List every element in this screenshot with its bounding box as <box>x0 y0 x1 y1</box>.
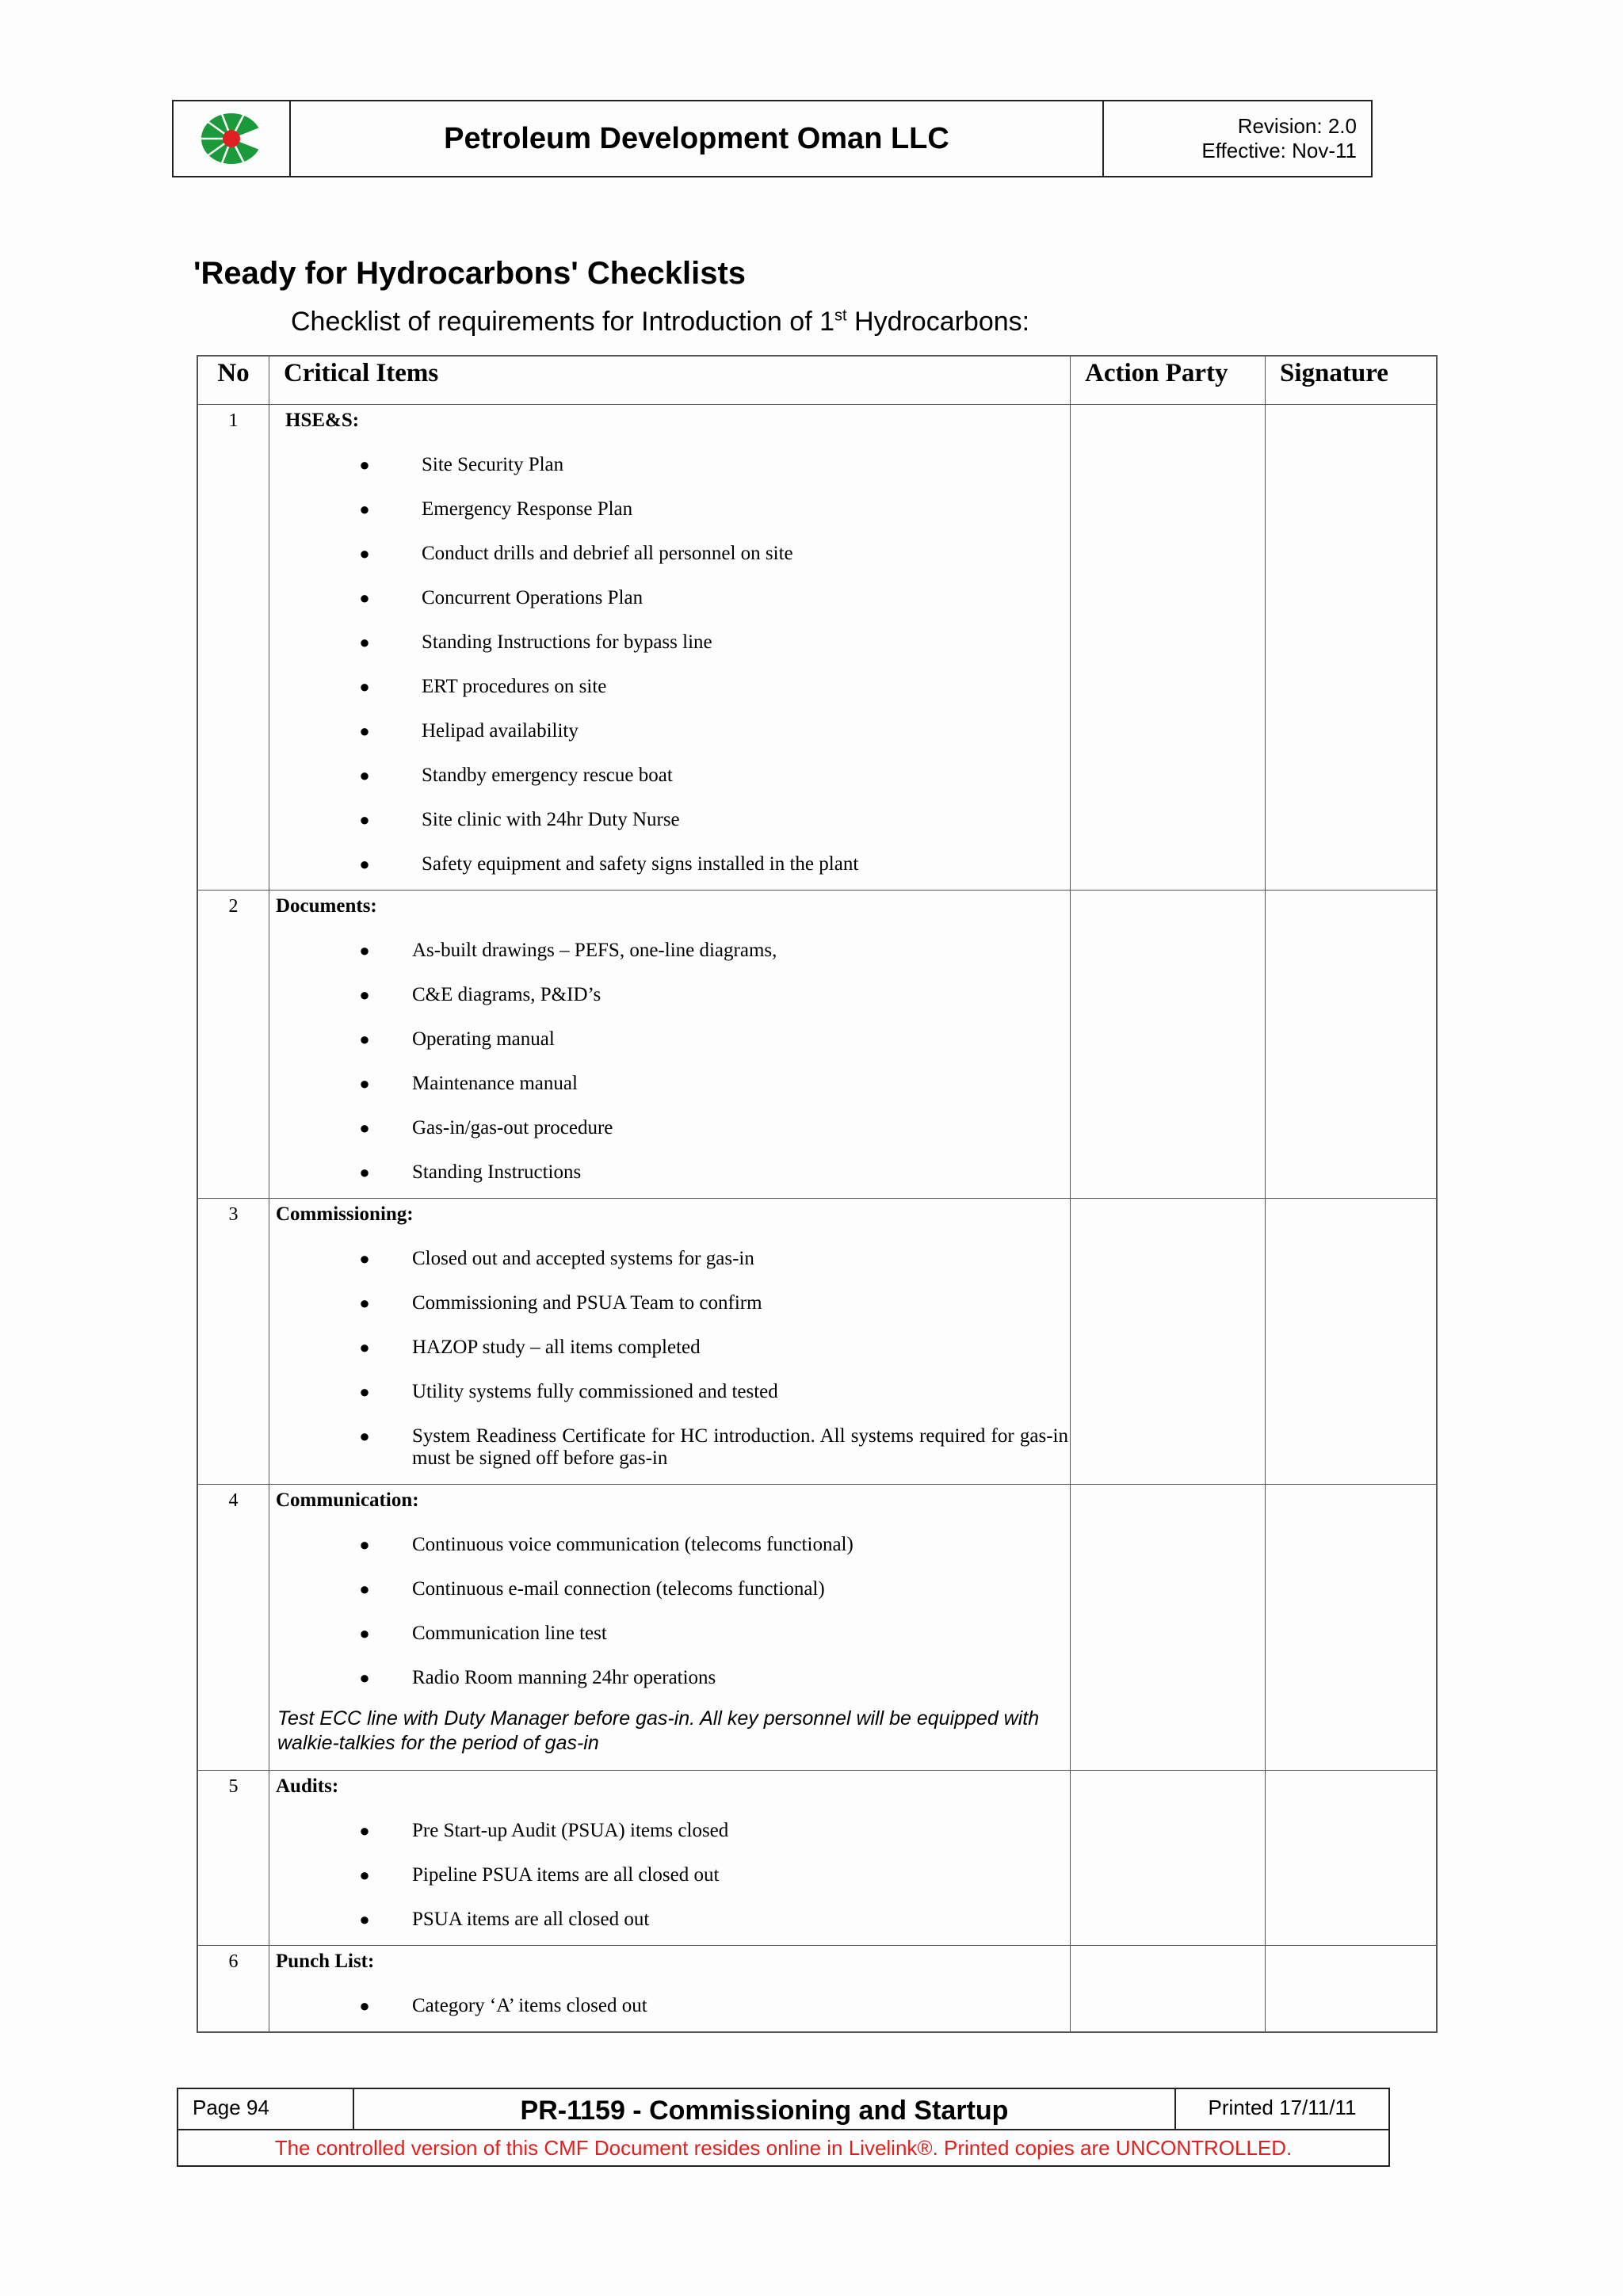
header-action-party: Action Party <box>1071 357 1266 404</box>
bullet-icon: ● <box>359 1668 370 1688</box>
bullet-icon: ● <box>359 543 370 563</box>
list-item <box>269 543 1070 565</box>
signature-cell <box>1266 1485 1436 1770</box>
table-row <box>198 1770 1436 1945</box>
list-item <box>269 631 1070 654</box>
revision: Revision: 2.0 <box>1237 114 1357 138</box>
list-item <box>269 498 1070 521</box>
bullet-icon: ● <box>359 1996 370 2016</box>
list-item <box>269 1909 1070 1931</box>
list-item <box>269 984 1070 1006</box>
section-title: Audits: <box>276 1775 339 1797</box>
bullet-icon: ● <box>359 1623 370 1643</box>
list-item-text: Commissioning and PSUA Team to confirm <box>412 1292 762 1314</box>
list-item <box>269 1073 1070 1095</box>
list-item <box>269 1425 1070 1470</box>
list-item-text: C&E diagrams, P&ID’s <box>412 984 601 1005</box>
bullet-icon: ● <box>359 1579 370 1599</box>
section-title: Documents: <box>276 895 377 917</box>
signature-cell <box>1266 405 1436 890</box>
list-item <box>269 1248 1070 1270</box>
table-row <box>198 1198 1436 1484</box>
bullet-icon: ● <box>359 1535 370 1554</box>
list-item <box>269 853 1070 875</box>
list-item-text: PSUA items are all closed out <box>412 1909 650 1930</box>
row-number: 6 <box>198 1946 269 2031</box>
list-item-text: Conduct drills and debrief all personnel on site <box>422 543 793 564</box>
bullet-icon: ● <box>359 1249 370 1268</box>
list-item <box>269 1292 1070 1314</box>
table-row <box>198 404 1436 890</box>
list-item <box>269 720 1070 742</box>
list-item <box>269 1028 1070 1051</box>
list-item-text: Site Security Plan <box>422 454 564 475</box>
bullet-icon: ● <box>359 1293 370 1313</box>
header-critical-items: Critical Items <box>269 357 1071 404</box>
list-item-text: Pipeline PSUA items are all closed out <box>412 1864 720 1886</box>
bullet-icon: ● <box>359 455 370 475</box>
footer-document-title: PR-1159 - Commissioning and Startup <box>354 2089 1176 2129</box>
list-item-text: As-built drawings – PEFS, one-line diagrams, <box>412 940 777 961</box>
row-number: 2 <box>198 891 269 1198</box>
section-title: Punch List: <box>276 1951 375 1972</box>
list-item-text: Concurrent Operations Plan <box>422 587 643 608</box>
header-signature: Signature <box>1280 359 1388 387</box>
list-item <box>269 1864 1070 1886</box>
list-item-text: Site clinic with 24hr Duty Nurse <box>422 809 680 830</box>
list-item <box>269 587 1070 609</box>
document-footer <box>177 2088 1390 2167</box>
header-no: No <box>198 357 269 404</box>
row-number: 5 <box>198 1771 269 1945</box>
section-title: Commissioning: <box>276 1203 414 1225</box>
page-subtitle: Checklist of requirements for Introduction of 1st Hydrocarbons: <box>291 307 1030 337</box>
list-item <box>269 1117 1070 1139</box>
signature-cell <box>1266 1199 1436 1484</box>
list-item <box>269 1534 1070 1556</box>
list-item-text: HAZOP study – all items completed <box>412 1337 701 1358</box>
bullet-icon: ● <box>359 810 370 830</box>
signature-cell <box>1266 1771 1436 1945</box>
bullet-icon: ● <box>359 721 370 741</box>
list-item-text: ERT procedures on site <box>422 676 607 697</box>
list-item-text: Standby emergency rescue boat <box>422 765 673 786</box>
page-title: 'Ready for Hydrocarbons' Checklists <box>193 256 747 291</box>
bullet-icon: ● <box>359 499 370 519</box>
critical-items-cell <box>269 891 1071 1198</box>
bullet-icon: ● <box>359 677 370 696</box>
list-item-text: Radio Room manning 24hr operations <box>412 1667 716 1688</box>
action-party-cell <box>1071 1771 1266 1945</box>
printed-date: Printed 17/11/11 <box>1208 2096 1357 2119</box>
list-item <box>269 676 1070 698</box>
logo-cell <box>174 101 291 176</box>
list-item-text: Continuous voice communication (telecoms functional) <box>412 1534 854 1555</box>
critical-items-cell <box>269 1946 1071 2031</box>
list-item-text: Standing Instructions <box>412 1161 582 1183</box>
critical-items-cell <box>269 405 1071 890</box>
bullet-icon: ● <box>359 854 370 874</box>
list-item-text: Emergency Response Plan <box>422 498 633 520</box>
page-number: Page 94 <box>178 2089 354 2129</box>
controlled-copy-notice: The controlled version of this CMF Document resides online in Livelink®. Printed copies are UNCONTROLLED. <box>274 2136 1293 2160</box>
pdo-logo-icon <box>198 111 265 166</box>
list-item <box>269 1623 1070 1645</box>
table-header-row <box>198 357 1436 404</box>
bullet-icon: ● <box>359 1118 370 1138</box>
action-party-cell <box>1071 1485 1266 1770</box>
table-row <box>198 890 1436 1198</box>
list-item <box>269 1161 1070 1184</box>
revision-info <box>1104 101 1371 176</box>
row-number: 3 <box>198 1199 269 1484</box>
list-item <box>269 1667 1070 1689</box>
list-item <box>269 940 1070 962</box>
signature-cell <box>1266 891 1436 1198</box>
action-party-cell <box>1071 1199 1266 1484</box>
list-item-text: Closed out and accepted systems for gas-in <box>412 1248 754 1269</box>
document-header <box>172 100 1373 177</box>
list-item <box>269 1578 1070 1600</box>
action-party-cell <box>1071 405 1266 890</box>
list-item-text: Maintenance manual <box>412 1073 578 1094</box>
action-party-cell <box>1071 891 1266 1198</box>
list-item-text: Category ‘A’ items closed out <box>412 1995 647 2016</box>
bullet-icon: ● <box>359 940 370 960</box>
list-item <box>269 1337 1070 1359</box>
list-item <box>269 765 1070 787</box>
list-item-text: Operating manual <box>412 1028 555 1050</box>
bullet-icon: ● <box>359 1426 370 1446</box>
effective-date: Effective: Nov-11 <box>1201 139 1357 162</box>
list-item-text: Pre Start-up Audit (PSUA) items closed <box>412 1820 729 1841</box>
list-item-text: Standing Instructions for bypass line <box>422 631 712 653</box>
bullet-icon: ● <box>359 765 370 785</box>
critical-items-cell <box>269 1199 1071 1484</box>
list-item-text: Communication line test <box>412 1623 607 1644</box>
critical-items-cell <box>269 1771 1071 1945</box>
list-item <box>269 809 1070 831</box>
bullet-icon: ● <box>359 1029 370 1049</box>
row-number: 4 <box>198 1485 269 1770</box>
bullet-icon: ● <box>359 985 370 1005</box>
critical-items-cell <box>269 1485 1071 1770</box>
section-note: Test ECC line with Duty Manager before gas-in. All key personnel will be equipped with walkie-talkies for the period of gas-in <box>277 1707 1040 1754</box>
bullet-icon: ● <box>359 1382 370 1402</box>
action-party-cell <box>1071 1946 1266 2031</box>
section-title: Communication: <box>276 1489 419 1511</box>
checklist-table <box>197 355 1438 2033</box>
bullet-icon: ● <box>359 588 370 608</box>
table-row <box>198 1484 1436 1770</box>
list-item <box>269 1995 1070 2017</box>
list-item <box>269 454 1070 476</box>
signature-cell <box>1266 1946 1436 2031</box>
table-row <box>198 1945 1436 2031</box>
bullet-icon: ● <box>359 1909 370 1929</box>
list-item-text: Utility systems fully commissioned and tested <box>412 1381 778 1402</box>
bullet-icon: ● <box>359 1162 370 1182</box>
bullet-icon: ● <box>359 1821 370 1840</box>
list-item-text: Gas-in/gas-out procedure <box>412 1117 613 1138</box>
list-item <box>269 1381 1070 1403</box>
company-name: Petroleum Development Oman LLC <box>291 101 1104 176</box>
bullet-icon: ● <box>359 1865 370 1885</box>
row-number: 1 <box>198 405 269 890</box>
section-title: HSE&S: <box>285 410 360 431</box>
bullet-icon: ● <box>359 1337 370 1357</box>
list-item-text: Safety equipment and safety signs installed in the plant <box>422 853 859 875</box>
list-item-text: System Readiness Certificate for HC introduction. All systems required for gas-in must be signed off before gas-in <box>412 1425 1068 1469</box>
bullet-icon: ● <box>359 632 370 652</box>
list-item-text: Helipad availability <box>422 720 579 742</box>
list-item <box>269 1820 1070 1842</box>
list-item-text: Continuous e-mail connection (telecoms functional) <box>412 1578 825 1600</box>
bullet-icon: ● <box>359 1074 370 1093</box>
